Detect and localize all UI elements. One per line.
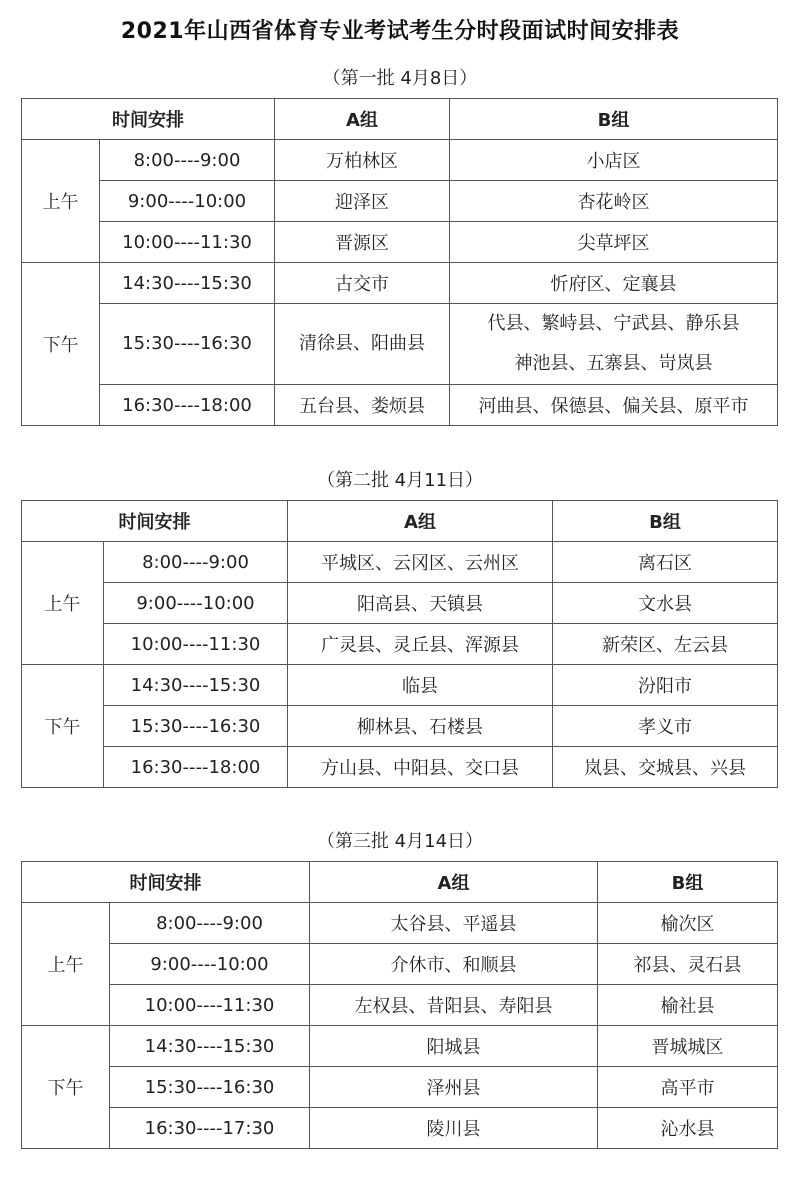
time-slot: 15:30----16:30 <box>110 1067 310 1108</box>
district-list: 孝义市 <box>638 717 692 738</box>
time-slot: 8:00----9:00 <box>110 903 310 944</box>
group-a-cell <box>275 181 450 222</box>
header-row <box>22 501 778 542</box>
period-label: 上午 <box>22 903 110 1026</box>
table-row <box>22 542 778 583</box>
group-b-cell <box>598 1108 778 1149</box>
district-list: 忻府区、定襄县 <box>550 274 677 295</box>
table-row <box>22 944 778 985</box>
schedule-table <box>21 500 778 788</box>
group-a-cell <box>288 665 553 706</box>
table-row <box>22 222 778 263</box>
group-a-cell <box>288 583 553 624</box>
district-list: 小店区 <box>586 151 641 172</box>
district-list: 神池县、五寨县、岢岚县 <box>514 353 713 374</box>
district-list: 杏花岭区 <box>577 192 650 213</box>
time-slot: 14:30----15:30 <box>110 1026 310 1067</box>
group-b-cell <box>450 222 778 263</box>
time-slot: 10:00----11:30 <box>110 985 310 1026</box>
district-list: 方山县、中阳县、交口县 <box>321 758 519 779</box>
group-b-cell <box>450 181 778 222</box>
district-list: 榆社县 <box>660 996 715 1017</box>
schedule-table <box>21 98 778 426</box>
group-a-cell <box>288 747 553 788</box>
group-a-cell <box>310 944 598 985</box>
district-list: 万柏林区 <box>326 151 398 172</box>
district-list: 代县、繁峙县、宁武县、静乐县 <box>487 313 740 334</box>
table-row <box>22 747 778 788</box>
schedule-table <box>21 861 778 1149</box>
table-row <box>22 304 778 385</box>
time-slot: 15:30----16:30 <box>104 706 288 747</box>
district-list: 阳城县 <box>426 1037 481 1058</box>
group-a-cell <box>275 263 450 304</box>
batch-heading: （第一批 4月8日） <box>322 68 478 89</box>
period-label: 下午 <box>22 665 104 788</box>
time-slot: 14:30----15:30 <box>104 665 288 706</box>
district-list: 左权县、昔阳县、寿阳县 <box>354 996 553 1017</box>
district-list: 离石区 <box>638 553 692 574</box>
district-list: 晋源区 <box>335 233 389 254</box>
group-b-cell <box>598 944 778 985</box>
group-a-cell <box>275 140 450 181</box>
group-a-cell <box>310 1108 598 1149</box>
time-slot: 10:00----11:30 <box>104 624 288 665</box>
district-list: 迎泽区 <box>335 192 389 213</box>
group-a-cell <box>310 1067 598 1108</box>
group-b-cell <box>553 706 778 747</box>
district-list: 河曲县、保德县、偏关县、原平市 <box>478 396 749 417</box>
district-list: 阳高县、天镇县 <box>357 594 483 615</box>
time-slot: 16:30----18:00 <box>104 747 288 788</box>
district-list: 榆次区 <box>660 914 715 935</box>
time-slot: 14:30----15:30 <box>100 263 275 304</box>
district-list: 新荣区、左云县 <box>602 635 728 656</box>
group-a-cell <box>275 304 450 385</box>
table-row <box>22 1026 778 1067</box>
district-list: 高平市 <box>660 1078 715 1099</box>
group-b-cell <box>450 263 778 304</box>
district-list: 五台县、娄烦县 <box>299 396 425 417</box>
district-list: 古交市 <box>335 274 389 295</box>
table-row <box>22 1108 778 1149</box>
district-list: 祁县、灵石县 <box>633 955 742 976</box>
header-time: 时间安排 <box>22 99 275 140</box>
header-row <box>22 99 778 140</box>
group-b-cell <box>598 903 778 944</box>
district-list: 陵川县 <box>426 1119 481 1140</box>
group-b-cell <box>553 583 778 624</box>
district-list: 临县 <box>402 676 438 697</box>
table-row <box>22 140 778 181</box>
group-b-cell <box>553 624 778 665</box>
table-row <box>22 181 778 222</box>
table-row <box>22 624 778 665</box>
group-b-cell <box>598 985 778 1026</box>
time-slot: 10:00----11:30 <box>100 222 275 263</box>
period-label: 下午 <box>22 263 100 426</box>
table-row <box>22 903 778 944</box>
header-time: 时间安排 <box>22 862 310 903</box>
group-b-cell <box>598 1067 778 1108</box>
time-slot: 9:00----10:00 <box>100 181 275 222</box>
district-list: 广灵县、灵丘县、浑源县 <box>321 635 519 656</box>
table-row <box>22 263 778 304</box>
time-slot: 9:00----10:00 <box>110 944 310 985</box>
group-b-cell <box>553 542 778 583</box>
district-list: 太谷县、平遥县 <box>390 914 517 935</box>
district-list: 岚县、交城县、兴县 <box>584 758 746 779</box>
table-row <box>22 583 778 624</box>
district-list: 汾阳市 <box>638 676 692 697</box>
group-a-cell <box>288 624 553 665</box>
time-slot: 15:30----16:30 <box>100 304 275 385</box>
group-a-cell <box>310 985 598 1026</box>
district-list: 晋城城区 <box>651 1037 724 1058</box>
group-a-cell <box>288 542 553 583</box>
district-list: 沁水县 <box>660 1119 715 1140</box>
page-title: 2021年山西省体育专业考试考生分时段面试时间安排表 <box>120 19 680 44</box>
district-list: 柳林县、石楼县 <box>357 717 483 738</box>
header-time: 时间安排 <box>22 501 288 542</box>
period-label: 上午 <box>22 542 104 665</box>
group-b-cell <box>553 747 778 788</box>
table-row <box>22 385 778 426</box>
header-group-a: A组 <box>288 501 553 542</box>
district-list: 泽州县 <box>426 1078 481 1099</box>
batch-heading: （第二批 4月11日） <box>316 470 484 491</box>
group-a-cell <box>275 385 450 426</box>
header-group-b: B组 <box>598 862 778 903</box>
district-list: 平城区、云冈区、云州区 <box>321 553 519 574</box>
group-b-cell <box>553 665 778 706</box>
table-row <box>22 665 778 706</box>
time-slot: 16:30----18:00 <box>100 385 275 426</box>
group-b-cell <box>450 304 778 385</box>
district-list: 文水县 <box>638 594 692 615</box>
period-label: 上午 <box>22 140 100 263</box>
district-list: 介休市、和顺县 <box>390 955 517 976</box>
group-b-cell <box>450 140 778 181</box>
time-slot: 8:00----9:00 <box>104 542 288 583</box>
group-a-cell <box>310 903 598 944</box>
group-b-cell <box>598 1026 778 1067</box>
time-slot: 9:00----10:00 <box>104 583 288 624</box>
group-a-cell <box>288 706 553 747</box>
table-row <box>22 1067 778 1108</box>
period-label: 下午 <box>22 1026 110 1149</box>
group-a-cell <box>310 1026 598 1067</box>
group-b-cell <box>450 385 778 426</box>
group-a-cell <box>275 222 450 263</box>
district-list: 清徐县、阳曲县 <box>299 333 425 354</box>
table-row <box>22 706 778 747</box>
header-group-a: A组 <box>310 862 598 903</box>
header-group-b: B组 <box>553 501 778 542</box>
district-list: 尖草坪区 <box>577 233 650 254</box>
header-group-b: B组 <box>450 99 778 140</box>
batch-heading: （第三批 4月14日） <box>316 831 484 852</box>
time-slot: 16:30----17:30 <box>110 1108 310 1149</box>
time-slot: 8:00----9:00 <box>100 140 275 181</box>
table-row <box>22 985 778 1026</box>
header-row <box>22 862 778 903</box>
header-group-a: A组 <box>275 99 450 140</box>
